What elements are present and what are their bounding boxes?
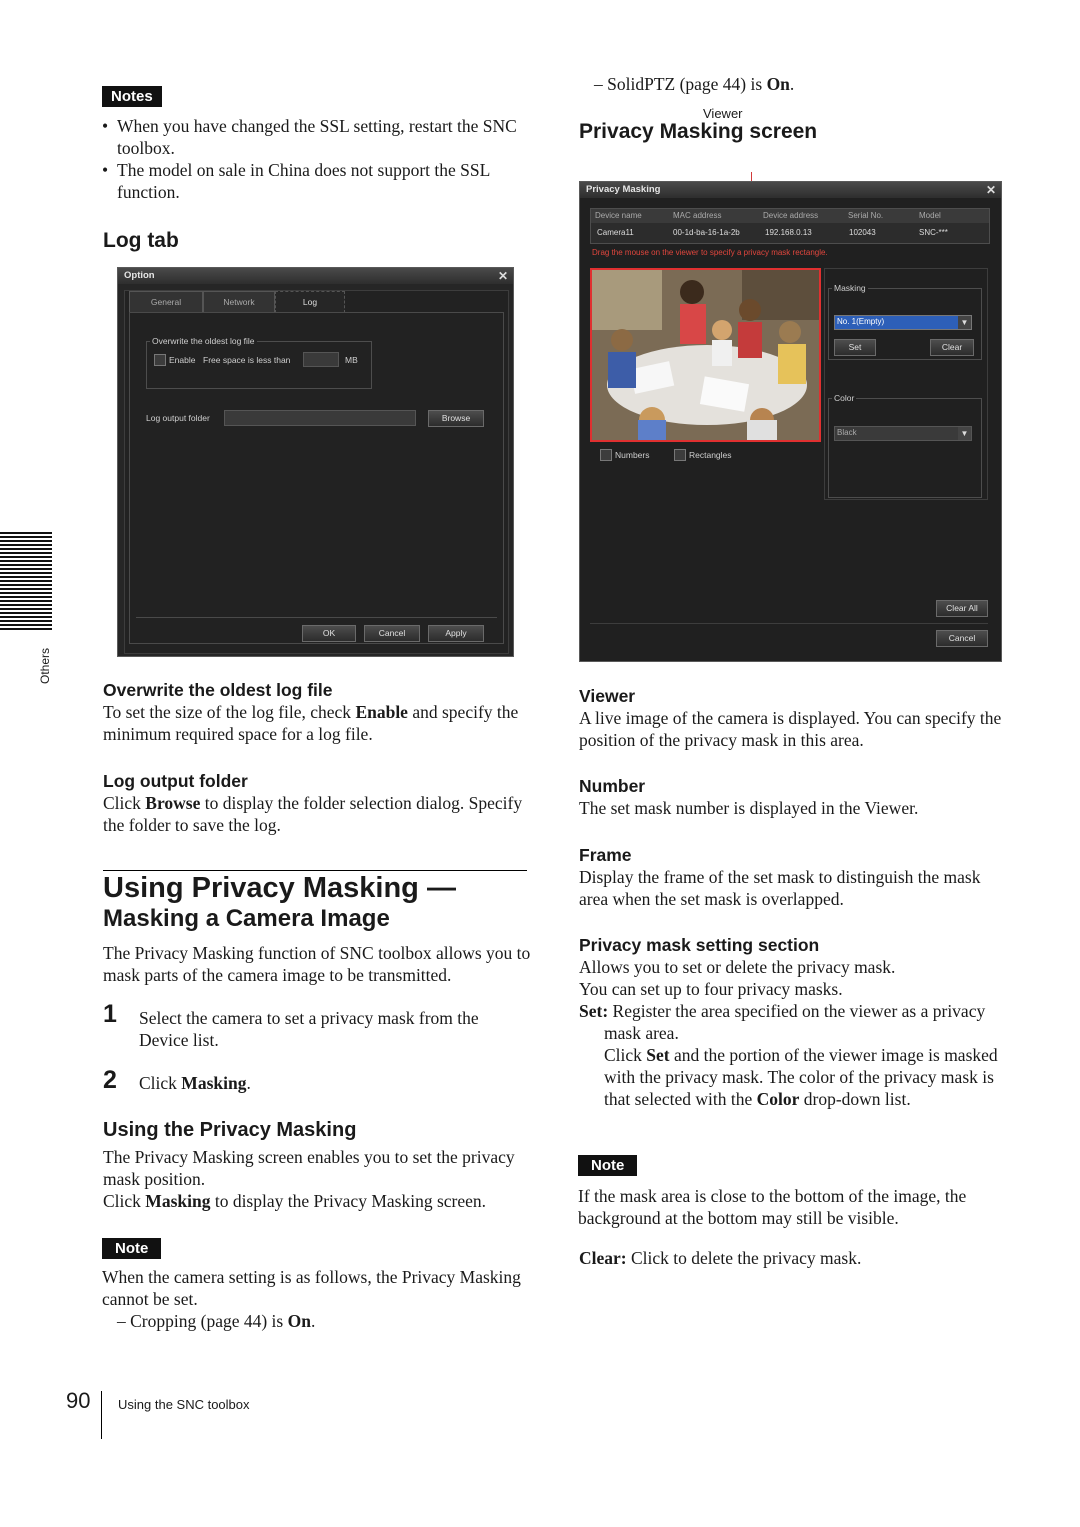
cancel-button[interactable]: Cancel [364, 625, 420, 642]
color-group-label: Color [834, 393, 855, 403]
browse-button[interactable]: Browse [428, 410, 484, 427]
numbers-checkbox[interactable] [600, 449, 612, 461]
note-item: • The model on sale in China does not support the SSL function. [102, 159, 532, 203]
enable-label: Enable [169, 355, 196, 365]
set-detail: Click Set and the portion of the viewer image is masked with the privacy mask. The color of the privacy mask is that selected with the Color drop-down list. [604, 1045, 998, 1109]
note-item: • When you have changed the SSL setting, restart the SNC toolbox. [102, 115, 532, 159]
pm-titlebar [580, 182, 1001, 198]
overwrite-heading: Overwrite the oldest log file [103, 680, 333, 700]
mask-number-select[interactable]: No. 1(Empty) ▼ [834, 315, 972, 330]
overwrite-text: To set the size of the log file, check Enable and specify the minimum required space for a log file. [103, 702, 519, 744]
note-badge: Note [578, 1155, 637, 1176]
log-tab-heading: Log tab [103, 229, 179, 252]
tab-network[interactable]: Network [203, 291, 275, 313]
page-title: Using Privacy Masking — [103, 872, 456, 904]
cropping-condition: – Cropping (page 44) is On. [117, 1311, 316, 1331]
option-dialog [117, 267, 514, 657]
header-mac: MAC address [673, 211, 722, 220]
clear-button[interactable]: Clear [930, 339, 974, 356]
color-select[interactable]: Black ▼ [834, 426, 972, 441]
using-text-2: Click Masking to display the Privacy Masking screen. [103, 1191, 487, 1211]
masking-group-label: Masking [834, 283, 866, 293]
cancel-button[interactable]: Cancel [936, 630, 988, 647]
viewer-text: A live image of the camera is displayed. You can specify the position of the privacy mask in this area. [579, 708, 1002, 750]
tab-general[interactable]: General [129, 291, 203, 313]
close-icon[interactable]: ✕ [985, 183, 996, 197]
viewer-area[interactable] [590, 268, 821, 442]
rectangles-label: Rectangles [689, 450, 732, 460]
section-heading: Privacy mask setting section [579, 935, 820, 955]
table-row[interactable]: Camera11 00-1d-ba-16-1a-2b 192.168.0.13 102043 SNC-*** [597, 228, 948, 237]
clear-definition: Clear: Click to delete the privacy mask. [579, 1248, 862, 1268]
unit-label: MB [345, 355, 358, 365]
set-button[interactable]: Set [834, 339, 876, 356]
using-text: The Privacy Masking screen enables you to set the privacy mask position. [103, 1147, 515, 1189]
option-dialog-title: Option [124, 270, 155, 281]
solidptz-condition: – SolidPTZ (page 44) is On. [594, 74, 795, 94]
section-thumb-label: Others [38, 648, 52, 685]
footer-rule [101, 1391, 102, 1439]
viewer-callout: Viewer [703, 106, 743, 121]
numbers-label: Numbers [615, 450, 650, 460]
running-title: Using the SNC toolbox [118, 1397, 250, 1412]
privacy-masking-dialog [579, 181, 1002, 662]
chevron-down-icon[interactable]: ▼ [958, 427, 971, 440]
section-thumb-stripes [0, 532, 52, 632]
notes-list [102, 115, 532, 203]
notes-badge: Notes [102, 86, 162, 107]
frame-text: Display the frame of the set mask to distinguish the mask area when the set mask is overlapped. [579, 867, 981, 909]
color-group [828, 398, 982, 498]
page-subtitle: Masking a Camera Image [103, 905, 390, 932]
overwrite-group-label: Overwrite the oldest log file [152, 336, 255, 346]
tab-log[interactable]: Log [275, 291, 345, 313]
section-text: Allows you to set or delete the privacy mask. [579, 957, 896, 977]
note-text: If the mask area is close to the bottom of the image, the background at the bottom may still be visible. [578, 1186, 967, 1228]
log-folder-text: Click Browse to display the folder selection dialog. Specify the folder to save the log. [103, 793, 523, 835]
screen-heading: Privacy Masking screen [579, 120, 818, 143]
header-address: Device address [763, 211, 819, 220]
intro-text: The Privacy Masking function of SNC toolbox allows you to mask parts of the camera image to be transmitted. [103, 943, 531, 985]
frame-heading: Frame [579, 845, 632, 865]
clear-all-button[interactable]: Clear All [936, 600, 988, 617]
camera-image [592, 270, 819, 440]
header-device-name: Device name [595, 211, 642, 220]
rectangles-checkbox[interactable] [674, 449, 686, 461]
using-heading: Using the Privacy Masking [103, 1119, 357, 1141]
log-folder-label: Log output folder [146, 413, 210, 423]
set-definition: Set: Register the area specified on the viewer as a privacy mask area. [579, 1001, 986, 1043]
note-badge: Note [102, 1238, 161, 1259]
header-serial: Serial No. [848, 211, 884, 220]
number-heading: Number [579, 776, 646, 796]
step-text: Click Masking. [139, 1073, 251, 1093]
step-text: Select the camera to set a privacy mask from the Device list. [139, 1008, 479, 1050]
ok-button[interactable]: OK [302, 625, 356, 642]
free-space-input[interactable] [303, 352, 339, 367]
divider [590, 623, 988, 624]
divider [136, 617, 497, 618]
pm-title: Privacy Masking [586, 184, 661, 195]
option-dialog-titlebar [118, 268, 513, 284]
free-space-label: Free space is less than [203, 355, 291, 365]
step-number: 2 [103, 1066, 117, 1094]
heading-rule [103, 870, 527, 871]
instruction-text: Drag the mouse on the viewer to specify a privacy mask rectangle. [592, 248, 828, 257]
log-folder-heading: Log output folder [103, 771, 248, 791]
apply-button[interactable]: Apply [428, 625, 484, 642]
note-text: When the camera setting is as follows, the Privacy Masking cannot be set. [102, 1267, 521, 1309]
device-table [590, 208, 990, 244]
section-text-2: You can set up to four privacy masks. [579, 979, 843, 999]
viewer-heading: Viewer [579, 686, 636, 706]
enable-checkbox[interactable] [154, 354, 166, 366]
step-number: 1 [103, 1000, 117, 1028]
page-number: 90 [66, 1388, 91, 1413]
close-icon[interactable]: ✕ [497, 269, 508, 283]
log-folder-input[interactable] [224, 410, 416, 426]
number-text: The set mask number is displayed in the Viewer. [579, 798, 919, 818]
chevron-down-icon[interactable]: ▼ [958, 316, 971, 329]
header-model: Model [919, 211, 941, 220]
